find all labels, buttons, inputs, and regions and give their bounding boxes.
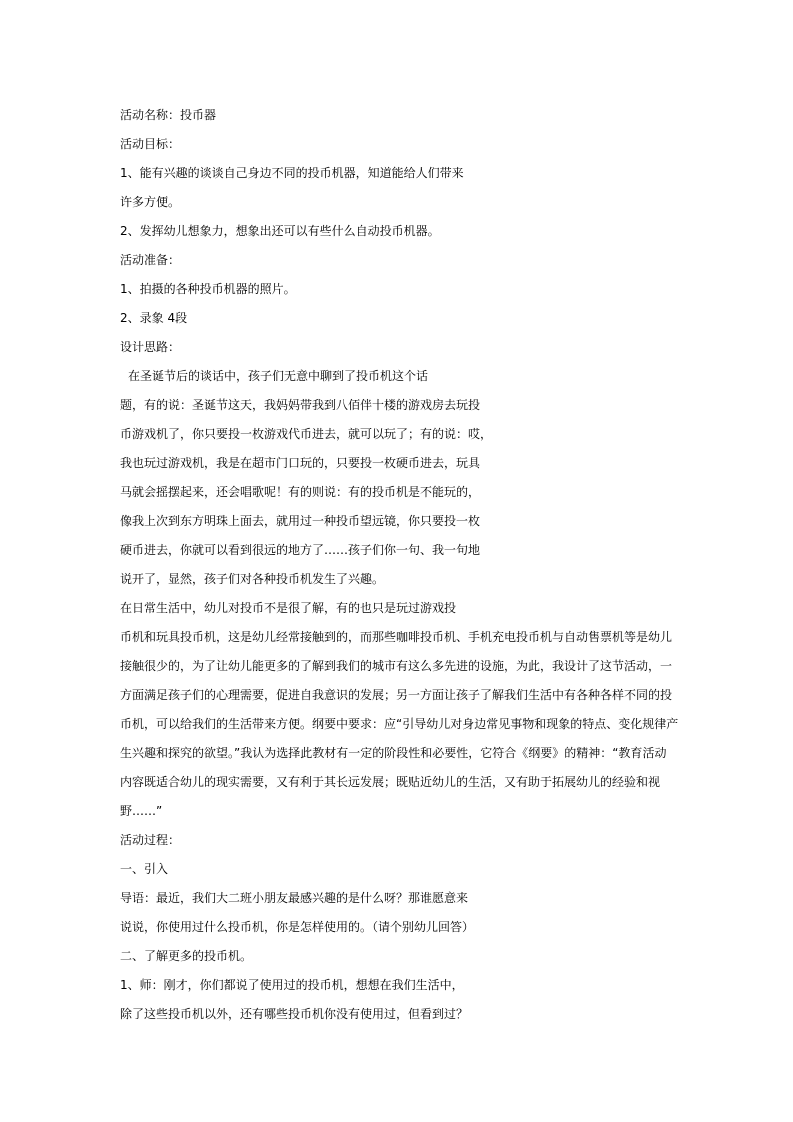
activity-process-heading: 活动过程： <box>120 833 181 847</box>
rationale-line-6: 生兴趣和探究的欲望。”我认为选择此教材有一定的阶段性和必要性，它符合《纲要》的精神：“教育活动 <box>120 746 667 760</box>
rationale-line-3: 接触很少的，为了让幼儿能更多的了解到我们的城市有这么多先进的设施，为此，我设计了这节活动，一 <box>120 659 673 673</box>
rationale-line-7: 内容既适合幼儿的现实需要，又有利于其长远发展；既贴近幼儿的生活，又有助于拓展幼儿的经验和视 <box>120 775 661 789</box>
activity-goals-heading: 活动目标： <box>120 137 181 151</box>
introduction-line-1: 导语：最近，我们大二班小朋友最感兴趣的是什么呀？那谁愿意来 <box>120 891 469 905</box>
rationale-line-1: 在日常生活中，幼儿对投币不是很了解，有的也只是玩过游戏投 <box>120 601 457 615</box>
rationale-line-4: 方面满足孩子们的心理需要，促进自我意识的发展；另一方面让孩子了解我们生活中有各种各样不同的投 <box>120 688 673 702</box>
teacher-prompt-line-2: 除了这些投币机以外，还有哪些投币机你没有使用过，但看到过？ <box>120 1007 469 1021</box>
activity-name-line: 活动名称：投币器 <box>120 108 217 122</box>
design-paragraph-line-4: 我也玩过游戏机，我是在超市门口玩的，只要投一枚硬币进去，玩具 <box>120 456 481 470</box>
rationale-line-5: 币机，可以给我们的生活带来方便。纲要中要求：应“引导幼儿对身边常见事物和现象的特点、变化规律产 <box>120 717 679 731</box>
design-paragraph-line-5: 马就会摇摆起来，还会唱歌呢！有的则说：有的投币机是不能玩的， <box>120 485 481 499</box>
introduction-line-2: 说说，你使用过什么投币机，你是怎样使用的。（请个别幼儿回答） <box>120 920 475 934</box>
design-idea-heading: 设计思路： <box>120 340 181 354</box>
document-body <box>120 101 680 1029</box>
design-paragraph-line-8: 说开了，显然，孩子们对各种投币机发生了兴趣。 <box>120 572 385 586</box>
activity-preparation-heading: 活动准备： <box>120 253 181 267</box>
design-paragraph-line-3: 币游戏机了，你只要投一枚游戏代币进去，就可以玩了；有的说：哎， <box>120 427 493 441</box>
preparation-2-line: 2、录象 4段 <box>120 311 188 325</box>
preparation-1-line: 1、拍摄的各种投币机器的照片。 <box>120 282 296 296</box>
design-paragraph-line-7: 硬币进去，你就可以看到很远的地方了……孩子们你一句、我一句地 <box>120 543 481 557</box>
design-paragraph-line-2: 题，有的说：圣诞节这天，我妈妈带我到八佰伴十楼的游戏房去玩投 <box>120 398 481 412</box>
section-one-heading: 一、引入 <box>120 862 169 876</box>
teacher-prompt-line-1: 1、师：刚才，你们都说了使用过的投币机，想想在我们生活中， <box>120 978 464 992</box>
design-paragraph-line-6: 像我上次到东方明珠上面去，就用过一种投币望远镜，你只要投一枚 <box>120 514 481 528</box>
rationale-line-2: 币机和玩具投币机，这是幼儿经常接触到的，而那些咖啡投币机、手机充电投币机与自动售票机等是幼儿 <box>120 630 673 644</box>
section-two-heading: 二、了解更多的投币机。 <box>120 949 253 963</box>
goal-1-line-b: 许多方便。 <box>120 195 181 209</box>
goal-2-line: 2、发挥幼儿想象力，想象出还可以有些什么自动投币机器。 <box>120 224 440 238</box>
goal-1-line-a: 1、能有兴趣的谈谈自己身边不同的投币机器，知道能给人们带来 <box>120 166 464 180</box>
design-paragraph-line-1: 在圣诞节后的谈话中，孩子们无意中聊到了投币机这个话 <box>128 369 429 383</box>
rationale-line-8: 野……” <box>120 804 163 818</box>
